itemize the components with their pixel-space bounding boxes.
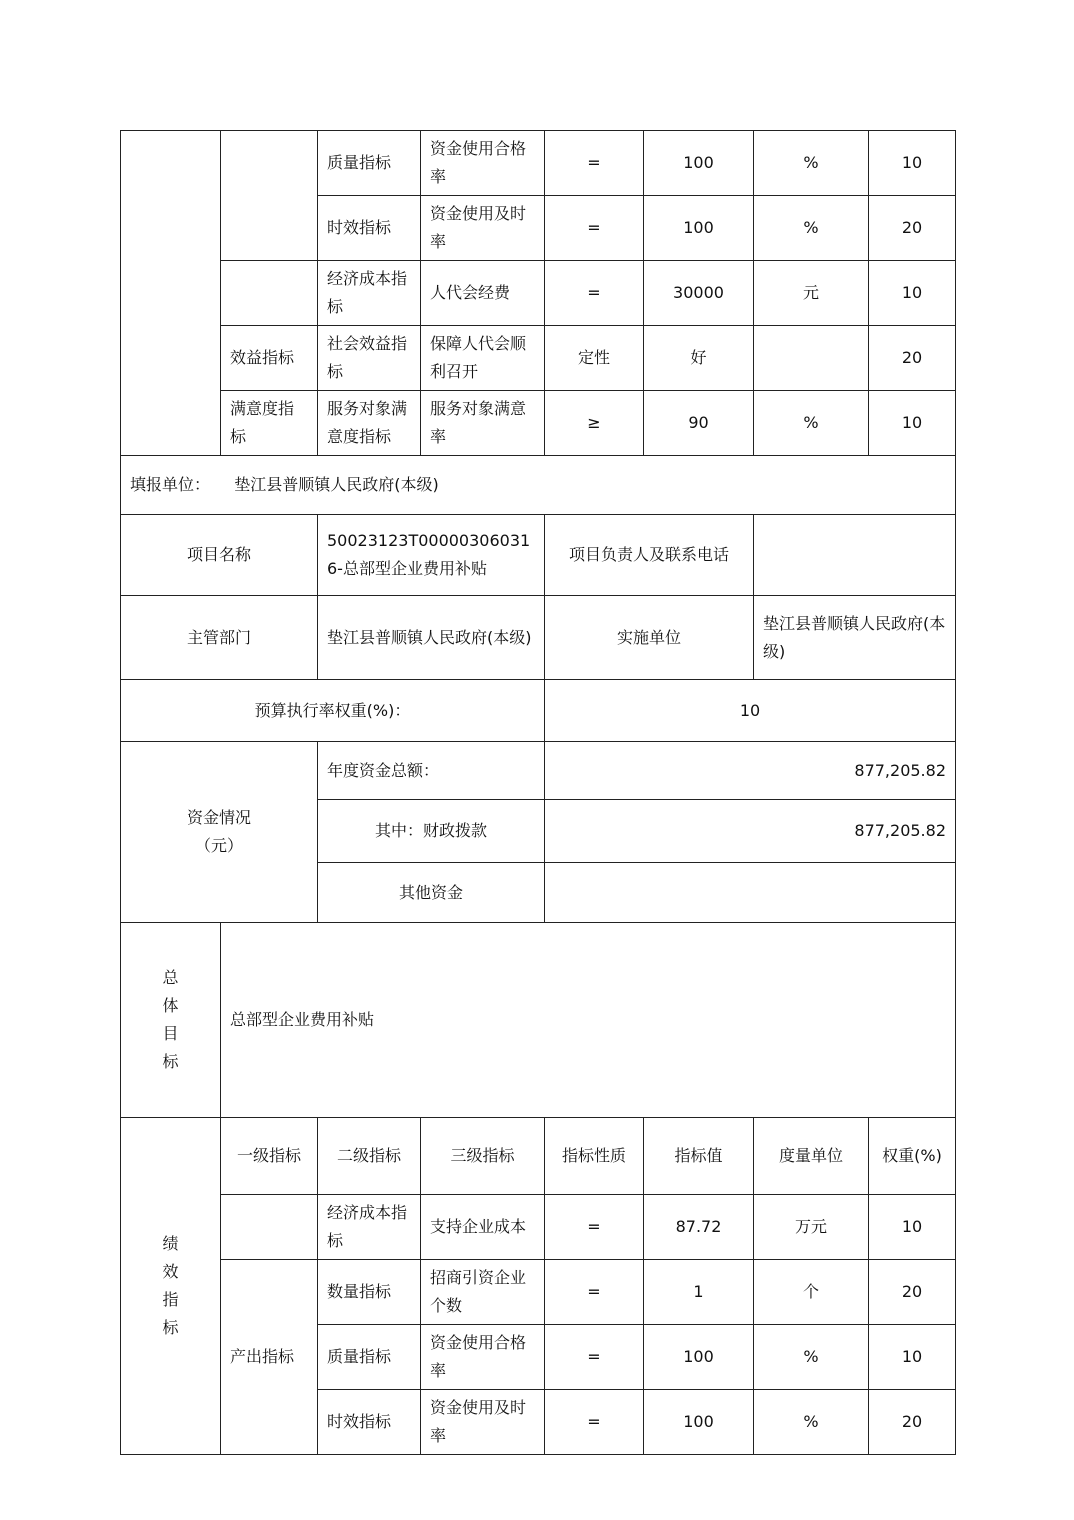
funds-label-cell xyxy=(121,742,318,923)
unit-cell: % xyxy=(754,391,869,456)
value-cell: 1 xyxy=(644,1260,754,1325)
header-weight: 权重(%) xyxy=(869,1118,956,1195)
weight-cell: 10 xyxy=(869,391,956,456)
header-value: 指标值 xyxy=(644,1118,754,1195)
perf-label-char: 绩 xyxy=(162,1234,179,1253)
unit-cell: % xyxy=(754,196,869,261)
perf-label-char: 效 xyxy=(162,1262,179,1281)
table-row xyxy=(121,131,956,196)
table-row xyxy=(121,326,956,391)
funds-row xyxy=(121,742,956,800)
annual-funds-label: 年度资金总额： xyxy=(318,742,545,800)
goal-label xyxy=(121,923,221,1118)
value-cell: 100 xyxy=(644,196,754,261)
budget-weight-label: 预算执行率权重(%)： xyxy=(121,680,545,742)
weight-cell: 10 xyxy=(869,1325,956,1390)
table-row xyxy=(121,1260,956,1325)
level2-cell: 社会效益指标 xyxy=(318,326,421,391)
unit-cell: % xyxy=(754,131,869,196)
fill-unit-row xyxy=(121,456,956,515)
impl-value: 垫江县普顺镇人民政府(本级) xyxy=(754,596,956,680)
table-row xyxy=(121,261,956,326)
level2-cell: 数量指标 xyxy=(318,1260,421,1325)
unit-cell: % xyxy=(754,1325,869,1390)
perf-label-char: 标 xyxy=(162,1318,179,1337)
level3-cell: 招商引资企业个数 xyxy=(421,1260,545,1325)
dept-value: 垫江县普顺镇人民政府(本级) xyxy=(318,596,545,680)
weight-cell: 20 xyxy=(869,196,956,261)
goal-label-char: 目 xyxy=(162,1024,179,1043)
nature-cell: ≥ xyxy=(545,391,644,456)
header-level1: 一级指标 xyxy=(221,1118,318,1195)
level3-cell: 资金使用合格率 xyxy=(421,1325,545,1390)
other-funds-label: 其他资金 xyxy=(318,863,545,923)
goal-label-char: 标 xyxy=(162,1052,179,1071)
funds-unit: （元） xyxy=(194,836,243,855)
level2-cell: 质量指标 xyxy=(318,1325,421,1390)
fill-unit-cell xyxy=(121,456,956,515)
unit-cell: 元 xyxy=(754,261,869,326)
level2-cell: 经济成本指标 xyxy=(318,261,421,326)
level3-cell: 服务对象满意率 xyxy=(421,391,545,456)
level2-cell: 时效指标 xyxy=(318,196,421,261)
goal-row xyxy=(121,923,956,1118)
level3-cell: 支持企业成本 xyxy=(421,1195,545,1260)
table-row xyxy=(121,1195,956,1260)
nature-cell: = xyxy=(545,196,644,261)
nature-cell: = xyxy=(545,1325,644,1390)
table-row xyxy=(121,391,956,456)
project-name-label: 项目名称 xyxy=(121,515,318,596)
unit-cell: 个 xyxy=(754,1260,869,1325)
contact-value xyxy=(754,515,956,596)
impl-label: 实施单位 xyxy=(545,596,754,680)
weight-cell: 20 xyxy=(869,1260,956,1325)
goal-label-char: 体 xyxy=(162,996,179,1015)
fiscal-funds-value: 877,205.82 xyxy=(545,800,956,863)
value-cell: 90 xyxy=(644,391,754,456)
level1-cell xyxy=(221,261,318,326)
value-cell: 100 xyxy=(644,131,754,196)
nature-cell: = xyxy=(545,261,644,326)
fill-unit-label: 填报单位： xyxy=(130,475,211,494)
header-level2: 二级指标 xyxy=(318,1118,421,1195)
unit-cell: % xyxy=(754,1390,869,1455)
level2-cell: 时效指标 xyxy=(318,1390,421,1455)
header-nature: 指标性质 xyxy=(545,1118,644,1195)
dept-label: 主管部门 xyxy=(121,596,318,680)
nature-cell: 定性 xyxy=(545,326,644,391)
weight-cell: 10 xyxy=(869,261,956,326)
goal-label-char: 总 xyxy=(162,968,179,987)
unit-cell xyxy=(754,326,869,391)
contact-label: 项目负责人及联系电话 xyxy=(545,515,754,596)
level3-cell: 保障人代会顺利召开 xyxy=(421,326,545,391)
project-row xyxy=(121,515,956,596)
funds-label: 资金情况 xyxy=(186,808,251,827)
nature-cell: = xyxy=(545,1390,644,1455)
level1-cell: 满意度指标 xyxy=(221,391,318,456)
weight-cell: 10 xyxy=(869,1195,956,1260)
nature-cell: = xyxy=(545,1260,644,1325)
value-cell: 30000 xyxy=(644,261,754,326)
nature-cell: = xyxy=(545,131,644,196)
header-unit: 度量单位 xyxy=(754,1118,869,1195)
budget-weight-value: 10 xyxy=(545,680,956,742)
level3-cell: 资金使用合格率 xyxy=(421,131,545,196)
fiscal-funds-label: 其中：财政拨款 xyxy=(318,800,545,863)
dept-row xyxy=(121,596,956,680)
header-level3: 三级指标 xyxy=(421,1118,545,1195)
project-name-value: 50023123T000003060316-总部型企业费用补贴 xyxy=(318,515,545,596)
fill-unit-value: 垫江县普顺镇人民政府(本级) xyxy=(234,475,439,494)
level3-cell: 资金使用及时率 xyxy=(421,196,545,261)
weight-cell: 20 xyxy=(869,1390,956,1455)
value-cell: 100 xyxy=(644,1390,754,1455)
level1-cell: 效益指标 xyxy=(221,326,318,391)
value-cell: 100 xyxy=(644,1325,754,1390)
goal-value: 总部型企业费用补贴 xyxy=(221,923,956,1118)
header-row xyxy=(121,1118,956,1195)
level1-cell: 产出指标 xyxy=(221,1260,318,1455)
nature-cell: = xyxy=(545,1195,644,1260)
level2-cell: 经济成本指标 xyxy=(318,1195,421,1260)
unit-cell: 万元 xyxy=(754,1195,869,1260)
perf-label-char: 指 xyxy=(162,1290,179,1309)
weight-cell: 10 xyxy=(869,131,956,196)
performance-table xyxy=(120,130,956,1455)
value-cell: 好 xyxy=(644,326,754,391)
blank-cell xyxy=(121,131,221,456)
level2-cell: 服务对象满意度指标 xyxy=(318,391,421,456)
level1-cell xyxy=(221,131,318,261)
level2-cell: 质量指标 xyxy=(318,131,421,196)
other-funds-value xyxy=(545,863,956,923)
level1-cell xyxy=(221,1195,318,1260)
weight-cell: 20 xyxy=(869,326,956,391)
perf-label xyxy=(121,1118,221,1455)
level3-cell: 资金使用及时率 xyxy=(421,1390,545,1455)
value-cell: 87.72 xyxy=(644,1195,754,1260)
level3-cell: 人代会经费 xyxy=(421,261,545,326)
budget-weight-row xyxy=(121,680,956,742)
annual-funds-value: 877,205.82 xyxy=(545,742,956,800)
